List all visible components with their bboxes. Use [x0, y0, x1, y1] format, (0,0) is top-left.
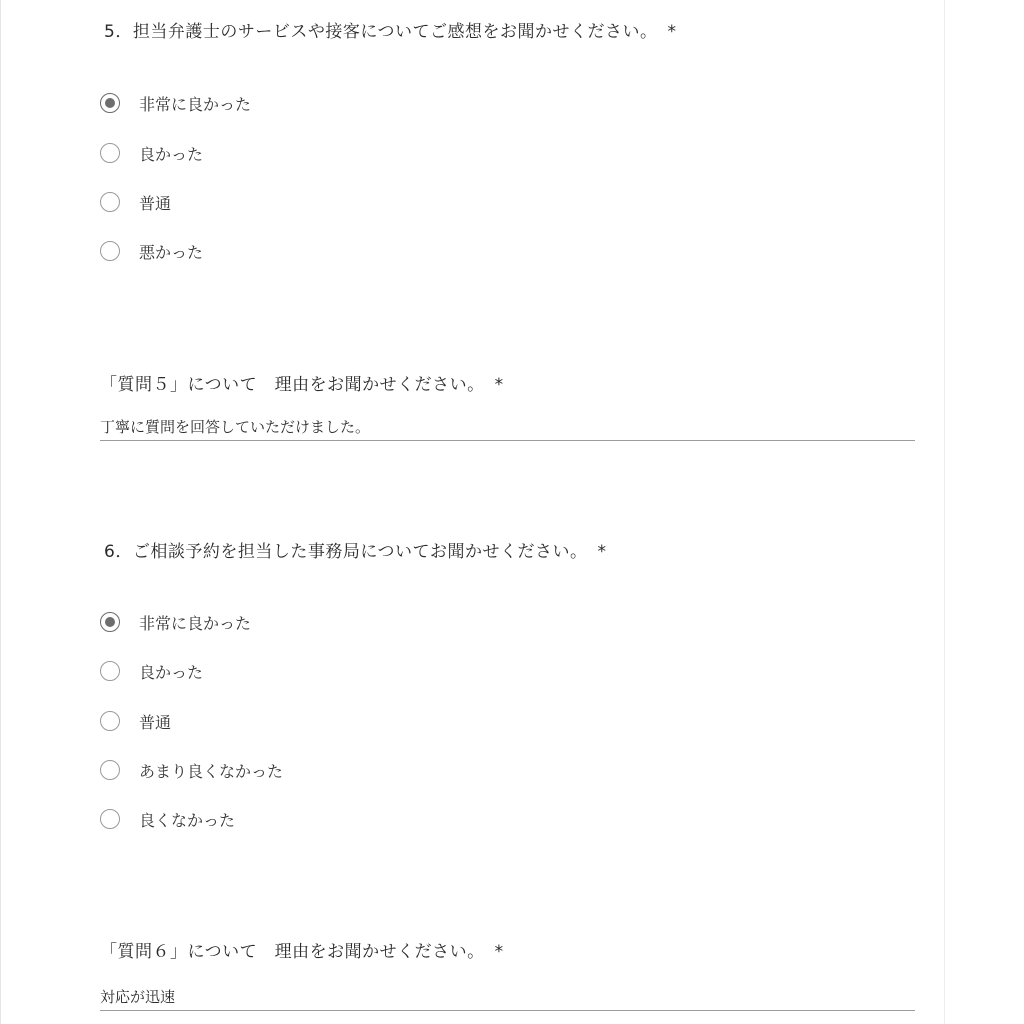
option-label: 非常に良かった	[139, 94, 252, 114]
q6-reason-answer-field[interactable]	[100, 986, 915, 1011]
q5-reason-answer-text: 丁寧に質問を回答していただけました。	[100, 418, 371, 436]
q6-option-3[interactable]	[100, 708, 171, 734]
q5-reason-answer-field[interactable]	[100, 416, 915, 441]
required-mark: *	[667, 22, 677, 42]
radio-unchecked[interactable]	[100, 192, 120, 212]
required-mark: *	[597, 542, 607, 562]
q6-option-1[interactable]	[100, 609, 251, 635]
q6-option-5[interactable]	[100, 806, 235, 832]
option-label: 普通	[139, 712, 172, 732]
q5-option-1[interactable]	[100, 90, 251, 116]
option-label: 普通	[139, 193, 172, 213]
option-label: 悪かった	[139, 242, 204, 262]
question-5-title	[104, 17, 676, 42]
radio-checked[interactable]	[100, 612, 120, 632]
radio-dot	[105, 98, 115, 108]
radio-unchecked[interactable]	[100, 760, 120, 780]
radio-checked[interactable]	[100, 93, 120, 113]
radio-unchecked[interactable]	[100, 809, 120, 829]
radio-unchecked[interactable]	[100, 241, 120, 261]
question-6-reason-text: 「質問６」について 理由をお聞かせください。	[100, 942, 485, 962]
left-border	[0, 0, 1, 1024]
q5-option-3[interactable]	[100, 189, 171, 215]
question-6-reason-title	[100, 937, 504, 962]
q6-option-4[interactable]	[100, 757, 283, 783]
q6-option-2[interactable]	[100, 658, 203, 684]
question-6-title	[104, 537, 606, 562]
radio-unchecked[interactable]	[100, 143, 120, 163]
question-5-reason-title	[100, 370, 504, 395]
question-5-text: 5．担当弁護士のサービスや接客についてご感想をお聞かせください。	[104, 22, 658, 42]
option-label: 良かった	[139, 662, 204, 682]
option-label: あまり良くなかった	[139, 761, 284, 781]
q6-reason-answer-text: 対応が迅速	[100, 988, 176, 1006]
radio-dot	[105, 617, 115, 627]
question-5-reason-text: 「質問５」について 理由をお聞かせください。	[100, 375, 485, 395]
q5-option-2[interactable]	[100, 140, 203, 166]
option-label: 良くなかった	[139, 810, 236, 830]
required-mark: *	[494, 375, 504, 395]
question-6-text: 6．ご相談予約を担当した事務局についてお聞かせください。	[104, 542, 588, 562]
option-label: 良かった	[139, 144, 204, 164]
right-border	[944, 0, 945, 1024]
option-label: 非常に良かった	[139, 613, 252, 633]
required-mark: *	[494, 942, 504, 962]
radio-unchecked[interactable]	[100, 661, 120, 681]
q5-option-4[interactable]	[100, 238, 203, 264]
radio-unchecked[interactable]	[100, 711, 120, 731]
